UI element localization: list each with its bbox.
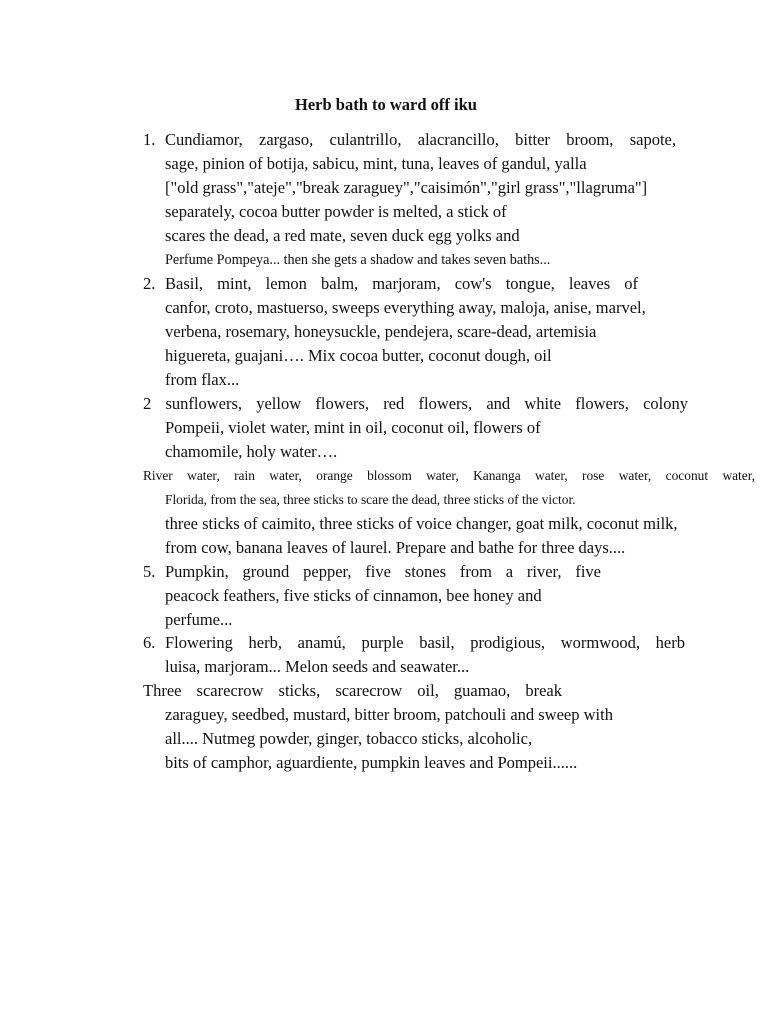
text-line: three sticks of caimito, three sticks of voice changer, goat milk, coconut milk, <box>165 514 678 533</box>
text-line: higuereta, guajani…. Mix cocoa butter, coconut dough, oil <box>165 346 552 365</box>
text-line: separately, cocoa butter powder is melted, a stick of <box>165 202 507 221</box>
text-line: peacock feathers, five sticks of cinnamon, bee honey and <box>165 586 542 605</box>
list-number: 2. <box>143 274 156 293</box>
text-line: Flowering herb, anamú, purple basil, prodigious, wormwood, herb <box>165 633 685 652</box>
text-line: ["old grass","ateje","break zaraguey","caisimón","girl grass","llagruma"] <box>165 178 648 197</box>
text-line: verbena, rosemary, honeysuckle, pendejera, scare-dead, artemisia <box>165 322 597 341</box>
text-line: Pompeii, violet water, mint in oil, coconut oil, flowers of <box>165 418 541 437</box>
text-line: canfor, croto, mastuerso, sweeps everything away, maloja, anise, marvel, <box>165 298 646 317</box>
text-line: zaraguey, seedbed, mustard, bitter broom, patchouli and sweep with <box>165 705 613 724</box>
list-number: 5. <box>143 562 156 581</box>
document-title: Herb bath to ward off iku <box>295 95 477 114</box>
text-line: 2 sunflowers, yellow flowers, red flowers, and white flowers, colony <box>143 394 688 413</box>
list-number: 1. <box>143 130 156 149</box>
list-number: 6. <box>143 633 156 652</box>
text-line: River water, rain water, orange blossom water, Kananga water, rose water, coconut water, <box>143 468 755 483</box>
text-line: from flax... <box>165 370 240 389</box>
text-line: Cundiamor, zargaso, culantrillo, alacrancillo, bitter broom, sapote, <box>165 130 676 149</box>
text-line: all.... Nutmeg powder, ginger, tobacco sticks, alcoholic, <box>165 729 533 748</box>
text-line: Pumpkin, ground pepper, five stones from a river, five <box>165 562 601 581</box>
text-line: sage, pinion of botija, sabicu, mint, tuna, leaves of gandul, yalla <box>165 154 587 173</box>
text-line: luisa, marjoram... Melon seeds and seawater... <box>165 657 470 676</box>
text-line: scares the dead, a red mate, seven duck egg yolks and <box>165 226 520 245</box>
text-line: bits of camphor, aguardiente, pumpkin leaves and Pompeii...... <box>165 753 578 772</box>
text-line: chamomile, holy water…. <box>165 442 338 461</box>
text-line: perfume... <box>165 610 233 629</box>
text-line: Perfume Pompeya... then she gets a shadow and takes seven baths... <box>165 252 551 268</box>
text-line: Florida, from the sea, three sticks to scare the dead, three sticks of the victor. <box>165 492 576 507</box>
text-line: Three scarecrow sticks, scarecrow oil, guamao, break <box>143 681 562 700</box>
text-line: Basil, mint, lemon balm, marjoram, cow's tongue, leaves of <box>165 274 638 293</box>
text-line: from cow, banana leaves of laurel. Prepare and bathe for three days.... <box>165 538 626 557</box>
